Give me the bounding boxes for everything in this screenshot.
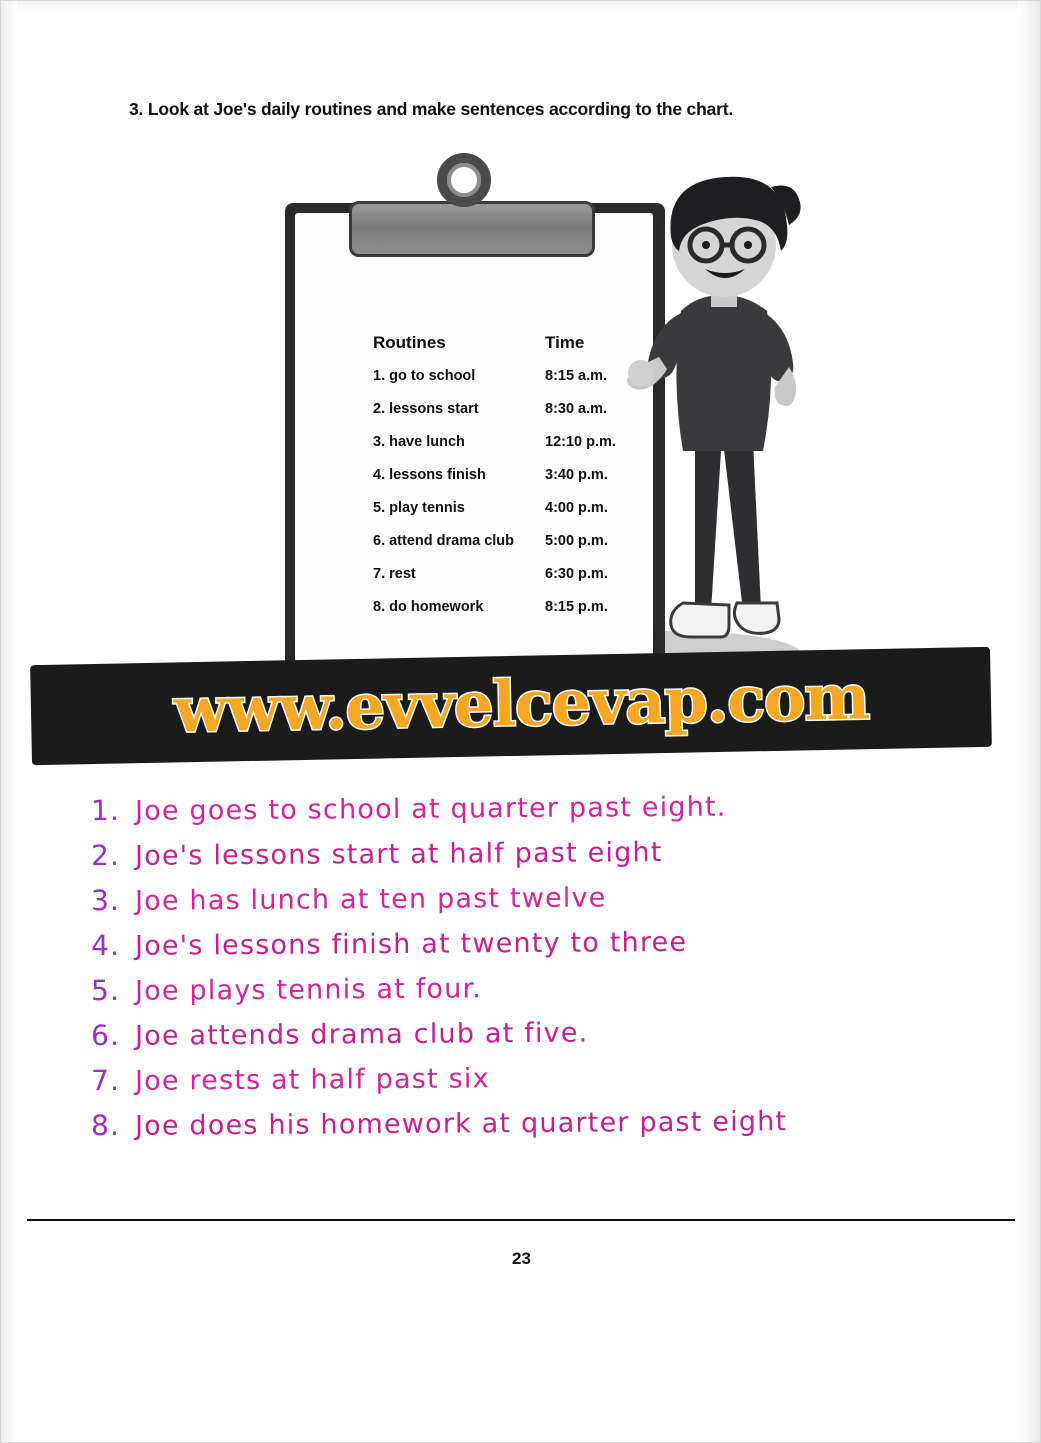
answer-line	[91, 833, 971, 872]
handwritten-answers	[91, 791, 971, 1151]
answer-text: Joe rests at half past six	[134, 1063, 490, 1097]
answer-line	[91, 968, 971, 1007]
answer-text: Joe does his homework at quarter past eight	[134, 1106, 788, 1142]
routine-cell: 2. lessons start	[373, 401, 479, 417]
page-number: 23	[512, 1249, 531, 1268]
answer-number: 3.	[90, 883, 121, 918]
time-cell: 5:00 p.m.	[545, 533, 608, 549]
answer-number: 6.	[90, 1018, 121, 1053]
answer-line	[91, 1058, 971, 1097]
answer-line	[91, 1013, 971, 1052]
page-edge-top	[1, 1, 1040, 11]
time-cell: 12:10 p.m.	[545, 434, 616, 450]
boy-character-illustration	[603, 141, 863, 701]
answer-text: Joe's lessons start at half past eight	[134, 837, 663, 872]
time-cell: 8:15 p.m.	[545, 599, 608, 615]
clipboard-ring-inner	[447, 163, 481, 197]
answer-line	[91, 788, 971, 827]
answer-number: 8.	[90, 1108, 121, 1143]
routine-cell: 4. lessons finish	[373, 467, 486, 483]
answer-number: 1.	[90, 793, 121, 828]
answer-number: 7.	[90, 1063, 121, 1098]
clipboard-paper	[295, 213, 653, 711]
time-cell: 6:30 p.m.	[545, 566, 608, 582]
answer-line	[91, 1103, 971, 1142]
time-cell: 8:15 a.m.	[545, 368, 608, 384]
column-header-routines: Routines	[373, 333, 446, 352]
answer-number: 5.	[90, 973, 121, 1008]
time-cell: 3:40 p.m.	[545, 467, 608, 483]
clipboard-clip	[349, 201, 595, 257]
watermark-text: www.evvelcevap.com	[173, 660, 870, 747]
answer-number: 2.	[90, 838, 121, 873]
column-header-time: Time	[545, 333, 585, 352]
time-cell: 4:00 p.m.	[545, 500, 608, 516]
exercise-instruction: 3. Look at Joe's daily routines and make sentences according to the chart.	[129, 99, 733, 119]
routine-cell: 6. attend drama club	[373, 533, 515, 549]
answer-line	[91, 923, 971, 962]
answer-text: Joe goes to school at quarter past eight.	[134, 791, 727, 827]
answer-number: 4.	[90, 928, 121, 963]
answer-line	[91, 878, 971, 917]
routine-cell: 7. rest	[373, 566, 416, 582]
routine-cell: 3. have lunch	[373, 434, 465, 450]
clipboard-illustration	[251, 141, 871, 701]
answer-text: Joe's lessons finish at twenty to three	[134, 926, 688, 962]
answer-text: Joe has lunch at ten past twelve	[134, 882, 607, 917]
answer-text: Joe plays tennis at four.	[134, 973, 483, 1007]
time-cell: 8:30 a.m.	[545, 401, 608, 417]
routine-cell: 5. play tennis	[373, 500, 465, 516]
answer-text: Joe attends drama club at five.	[134, 1017, 589, 1052]
routine-cell: 8. do homework	[373, 599, 484, 615]
routine-cell: 1. go to school	[373, 368, 476, 384]
footer-divider	[27, 1219, 1015, 1221]
